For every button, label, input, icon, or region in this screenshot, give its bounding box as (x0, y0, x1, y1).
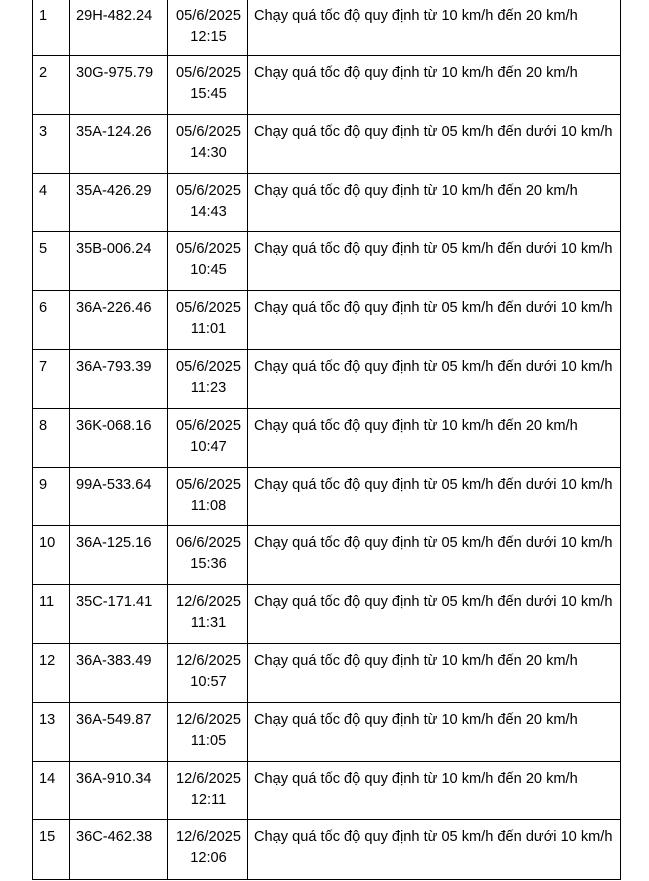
violation-datetime-cell (168, 56, 248, 115)
row-number-cell: 5 (33, 232, 70, 291)
table-row (33, 349, 621, 408)
table-row (33, 820, 621, 880)
violation-description-cell: Chạy quá tốc độ quy định từ 05 km/h đến dưới 10 km/h (248, 114, 621, 173)
license-plate-cell: 35A-426.29 (70, 173, 168, 232)
license-plate-cell: 36A-226.46 (70, 291, 168, 350)
violation-time: 11:01 (190, 321, 227, 338)
violation-date: 12/6/2025 (176, 829, 241, 846)
violation-time: 11:08 (190, 497, 227, 514)
row-number-cell: 2 (33, 56, 70, 115)
violation-time: 11:23 (190, 379, 227, 396)
violation-date: 05/6/2025 (176, 182, 241, 199)
license-plate-cell: 35A-124.26 (70, 114, 168, 173)
violation-time: 14:43 (190, 203, 227, 220)
violation-datetime-cell (168, 467, 248, 526)
table-row (33, 408, 621, 467)
table-row (33, 585, 621, 644)
violation-time: 12:15 (190, 29, 227, 45)
violation-datetime-cell (168, 173, 248, 232)
table-row (33, 526, 621, 585)
violation-time: 15:45 (190, 86, 227, 102)
violation-datetime-cell (168, 232, 248, 291)
license-plate-cell: 35C-171.41 (70, 585, 168, 644)
row-number-cell: 1 (33, 0, 70, 56)
row-number-cell: 13 (33, 702, 70, 761)
violation-time: 10:47 (190, 438, 227, 455)
row-number-cell: 6 (33, 291, 70, 350)
violation-time: 10:57 (190, 673, 227, 690)
violation-date: 05/6/2025 (176, 65, 241, 81)
row-number-cell: 11 (33, 585, 70, 644)
violation-datetime-cell (168, 761, 248, 820)
violation-datetime-cell (168, 291, 248, 350)
violation-date: 12/6/2025 (176, 770, 241, 787)
license-plate-cell: 36A-793.39 (70, 349, 168, 408)
license-plate-cell: 36K-068.16 (70, 408, 168, 467)
table-row (33, 114, 621, 173)
violation-date: 05/6/2025 (176, 300, 241, 317)
row-number-cell: 9 (33, 467, 70, 526)
violation-time: 11:05 (190, 732, 227, 749)
violations-table-body (33, 0, 621, 880)
violation-description-cell: Chạy quá tốc độ quy định từ 05 km/h đến dưới 10 km/h (248, 232, 621, 291)
violation-time: 15:36 (190, 556, 227, 573)
row-number-cell: 7 (33, 349, 70, 408)
license-plate-cell: 36A-383.49 (70, 643, 168, 702)
violation-datetime-cell (168, 0, 248, 56)
violation-description-cell: Chạy quá tốc độ quy định từ 10 km/h đến 20 km/h (248, 408, 621, 467)
row-number-cell: 10 (33, 526, 70, 585)
license-plate-cell: 29H-482.24 (70, 0, 168, 56)
violation-time: 11:31 (190, 615, 227, 632)
license-plate-cell: 36A-910.34 (70, 761, 168, 820)
violation-datetime-cell (168, 643, 248, 702)
row-number-cell: 12 (33, 643, 70, 702)
violation-date: 05/6/2025 (176, 417, 241, 434)
row-number-cell: 8 (33, 408, 70, 467)
table-row (33, 173, 621, 232)
violation-date: 12/6/2025 (176, 594, 241, 611)
violation-date: 12/6/2025 (176, 652, 241, 669)
table-row (33, 56, 621, 115)
violation-description-cell: Chạy quá tốc độ quy định từ 05 km/h đến dưới 10 km/h (248, 291, 621, 350)
violation-description-cell: Chạy quá tốc độ quy định từ 10 km/h đến 20 km/h (248, 761, 621, 820)
violation-description-cell: Chạy quá tốc độ quy định từ 10 km/h đến 20 km/h (248, 56, 621, 115)
license-plate-cell: 99A-533.64 (70, 467, 168, 526)
violation-description-cell: Chạy quá tốc độ quy định từ 05 km/h đến dưới 10 km/h (248, 526, 621, 585)
table-row (33, 291, 621, 350)
row-number-cell: 15 (33, 820, 70, 880)
violation-datetime-cell (168, 349, 248, 408)
violation-date: 12/6/2025 (176, 711, 241, 728)
violations-table (32, 0, 621, 880)
row-number-cell: 3 (33, 114, 70, 173)
violation-description-cell: Chạy quá tốc độ quy định từ 10 km/h đến 20 km/h (248, 643, 621, 702)
violation-date: 05/6/2025 (176, 241, 241, 258)
table-row (33, 643, 621, 702)
violation-time: 12:06 (190, 850, 227, 867)
table-row (33, 0, 621, 56)
violation-datetime-cell (168, 114, 248, 173)
violation-date: 05/6/2025 (176, 123, 241, 140)
violation-description-cell: Chạy quá tốc độ quy định từ 05 km/h đến dưới 10 km/h (248, 467, 621, 526)
violation-description-cell: Chạy quá tốc độ quy định từ 05 km/h đến dưới 10 km/h (248, 349, 621, 408)
license-plate-cell: 30G-975.79 (70, 56, 168, 115)
table-row (33, 232, 621, 291)
violation-description-cell: Chạy quá tốc độ quy định từ 05 km/h đến dưới 10 km/h (248, 585, 621, 644)
violation-datetime-cell (168, 702, 248, 761)
violation-description-cell: Chạy quá tốc độ quy định từ 10 km/h đến 20 km/h (248, 0, 621, 56)
table-row (33, 761, 621, 820)
violation-date: 05/6/2025 (176, 8, 241, 24)
violation-description-cell: Chạy quá tốc độ quy định từ 10 km/h đến 20 km/h (248, 173, 621, 232)
license-plate-cell: 36A-125.16 (70, 526, 168, 585)
violation-description-cell: Chạy quá tốc độ quy định từ 10 km/h đến 20 km/h (248, 702, 621, 761)
violation-date: 05/6/2025 (176, 358, 241, 375)
violation-time: 10:45 (190, 262, 227, 279)
row-number-cell: 14 (33, 761, 70, 820)
license-plate-cell: 35B-006.24 (70, 232, 168, 291)
violation-time: 12:11 (190, 791, 227, 808)
license-plate-cell: 36A-549.87 (70, 702, 168, 761)
violation-datetime-cell (168, 408, 248, 467)
table-row (33, 467, 621, 526)
violation-time: 14:30 (190, 144, 227, 161)
violation-datetime-cell (168, 820, 248, 880)
violation-date: 05/6/2025 (176, 476, 241, 493)
violation-date: 06/6/2025 (176, 535, 241, 552)
license-plate-cell: 36C-462.38 (70, 820, 168, 880)
violation-datetime-cell (168, 585, 248, 644)
violation-description-cell: Chạy quá tốc độ quy định từ 05 km/h đến dưới 10 km/h (248, 820, 621, 880)
violation-datetime-cell (168, 526, 248, 585)
table-row (33, 702, 621, 761)
row-number-cell: 4 (33, 173, 70, 232)
